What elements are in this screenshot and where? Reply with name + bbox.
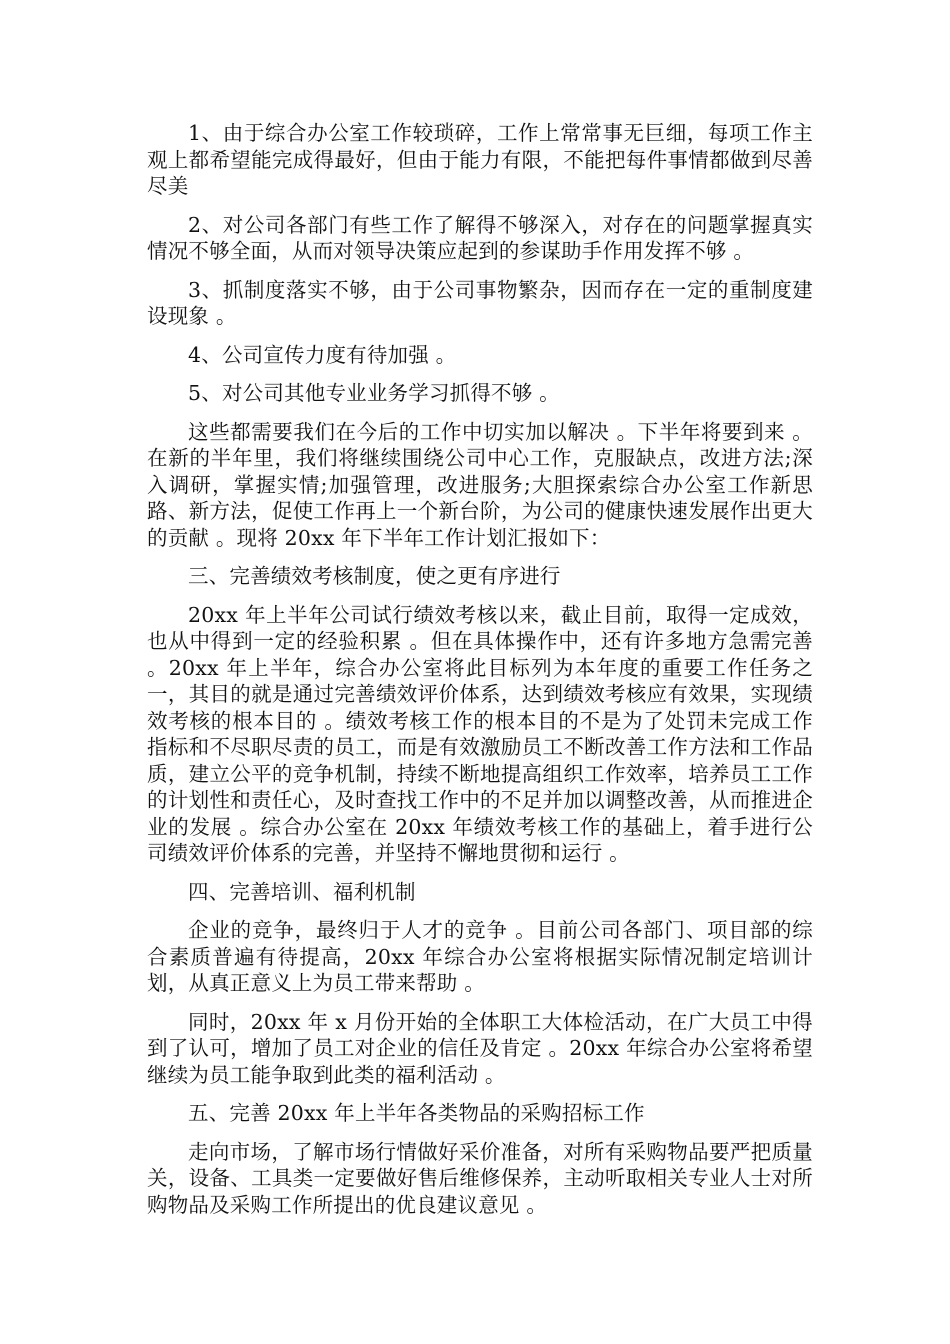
paragraph-issue-5: 5、对公司其他专业业务学习抓得不够 。	[188, 381, 560, 405]
paragraph-issue-3: 3、抓制度落实不够，由于公司事物繁杂，因而存在一定的重制度建设现象 。	[147, 277, 813, 328]
paragraph-issue-1: 1、由于综合办公室工作较琐碎，工作上常常事无巨细，每项工作主观上都希望能完成得最好，但由于能力有限，不能把每件事情都做到尽善尽美	[147, 121, 813, 198]
document-body	[147, 120, 813, 1230]
paragraph-issue-2: 2、对公司各部门有些工作了解得不够深入，对存在的问题掌握真实情况不够全面，从而对领导决策应起到的参谋助手作用发挥不够 。	[147, 212, 813, 263]
section-heading-3: 三、完善绩效考核制度，使之更有序进行	[188, 564, 561, 588]
paragraph-issue-4: 4、公司宣传力度有待加强 。	[188, 342, 457, 367]
paragraph-performance: 20xx 年上半年公司试行绩效考核以来，截止目前，取得一定成效，也从中得到一定的经验积累 。但在具体操作中，还有许多地方急需完善 。20xx 年上半年，综合办公室将此目标列为本年度的重要工作任务之一，其目的就是通过完善绩效评价体系，达到绩效考核应有效果，实现绩效考核的根本目的 。绩效考核工作的根本目的不是为了处罚未完成工作指标和不尽职尽责的员工，而是有效激励员工不断改善工作方法和工作品质，建立公平的竞争机制，持续不断地提高组织工作效率，培养员工工作的计划性和责任心，及时查找工作中的不足并加以调整改善，从而推进企业的发展 。综合办公室在 20xx 年绩效考核工作的基础上，着手进行公司绩效评价体系的完善，并坚持不懈地贯彻和运行 。	[147, 602, 813, 865]
section-heading-4: 四、完善培训、福利机制	[188, 879, 416, 904]
section-heading-5: 五、完善 20xx 年上半年各类物品的采购招标工作	[188, 1101, 645, 1125]
paragraph-procurement: 走向市场，了解市场行情做好采价准备，对所有采购物品要严把质量关，设备、工具类一定要做好售后维修保养，主动听取相关专业人士对所购物品及采购工作所提出的优良建议意见 。	[147, 1139, 813, 1217]
paragraph-welfare: 同时，20xx 年 x 月份开始的全体职工大体检活动，在广大员工中得到了认可，增加了员工对企业的信任及肯定 。20xx 年综合办公室将希望继续为员工能争取到此类的福利活动 。	[147, 1009, 813, 1087]
paragraph-summary: 这些都需要我们在今后的工作中切实加以解决 。下半年将要到来 。在新的半年里，我们将继续围绕公司中心工作，克服缺点，改进方法;深入调研，掌握实情;加强管理，改进服务;大胆探索综合办公室工作新思路、新方法，促使工作再上一个新台阶，为公司的健康快速发展作出更大的贡献 。现将 20xx 年下半年工作计划汇报如下：	[147, 419, 813, 550]
paragraph-training: 企业的竞争，最终归于人才的竞争 。目前公司各部门、项目部的综合素质普遍有待提高，20xx 年综合办公室将根据实际情况制定培训计划，从真正意义上为员工带来帮助 。	[147, 918, 813, 995]
